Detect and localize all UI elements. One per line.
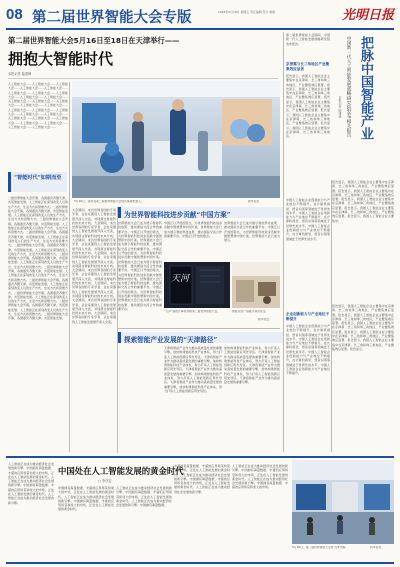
right-subhead-2: 企业创新能力与产业地位不断提升 (286, 312, 330, 321)
col-divider-4 (331, 180, 332, 452)
section-title: 第二届世界智能大会专版 (32, 9, 192, 26)
bottom-body-col-1: 中国拥有海量数据、丰富的应用场景和庞大的市场，正处在人工智能发展的黄金时代。人工智能正在成为推动经济社会发展的新引擎。中国拥有海量数据、丰富的应用场景和庞大的市场，正处在人工智能发展的黄金时代。 (58, 486, 114, 512)
lead-subhead-box (8, 172, 67, 192)
lead-photo-caption: 5月16日，观众在第二届世界智能大会展区参观机器人。 (74, 200, 144, 203)
page-number: 08 (6, 6, 23, 23)
bottom-body-col-2: 人工智能正在成为推动经济社会发展的新引擎。中国拥有海量数据、丰富的应用场景和庞大的市场，正处在人工智能发展的黄金时代。人工智能正在成为推动经济社会发展的新引擎。中国拥有海量数据。 (116, 486, 172, 508)
middle-body-col-2: 中国正以开放的姿态，为世界智能科技进步贡献中国智慧和中国方案。世界智能大会已成为展示智能科技成果、推动国际交流合作的重要平台。中国正以开放的姿态。 (164, 221, 222, 238)
tianhe-photo-label: 天河 (171, 274, 190, 284)
middle-body-col-1: 世界智能大会已成为展示智能科技成果、推动国际交流合作的重要平台。中国正以开放的姿态，为世界智能科技进步贡献中国智慧和中国方案。世界智能大会已成为展示智能科技成果、推动国际交流合作的重要平台。中国正以开放的姿态，为世界智能科技进步贡献中国智慧和中国方案。世界智能大会已成为展示智能科技成果、推动国际交流合作的重要平台。中国正以开放的姿态，为世界智能科技进步贡献中国智慧和中国方案。世界智能大会已成为展示智能科技成果、推动国际交流合作的重要平台。中国正以开放的姿态，为世界智能科技进步贡献中国智慧和中国方案。世界智能大会已成为展示智能科技成果、推动国际交流合作的重要平台。 (118, 221, 162, 311)
bottom-photo-credit: 新华社发 (370, 546, 382, 549)
lead-kicker: 第二届世界智能大会5月16日至18日在天津举行—— (8, 36, 180, 45)
lead-photo-credit: 新华社发 (248, 200, 260, 203)
bottom-body-col-3: 中国拥有海量数据、丰富的应用场景和庞大的市场，正处在人工智能发展的黄金时代。人工智能正在成为推动经济社会发展的新引擎。中国拥有海量数据、丰富的应用场景和庞大的市场，正处在人工智能发展的黄金时代。人工智能正在成为推动经济社会发展的新引擎。 (174, 464, 230, 494)
right-subtitle: 中国新一代人工智能发展战略研究院发布相关报告 (346, 36, 351, 138)
tianhe-photo (164, 262, 230, 308)
smart-home-photo (232, 262, 280, 308)
date-line: 2018年5月18日 星期五 责任编辑 设计 制版 (218, 10, 276, 14)
tianhe-photo-caption: “天河”超级计算机亮相第二届世界智能大会。 (164, 310, 221, 313)
page-bottom-rule (6, 562, 394, 564)
lower-title: 探索智能产业发展的“天津路径” (124, 335, 218, 344)
lead-divider (8, 78, 278, 79)
bottom-section-rule (6, 456, 394, 458)
lead-body-col-1: 人工智能大会……人工智能大会……人工智能大会……人工智能大会……人工智能大会……人工智能大会……人工智能大会……人工智能大会……人工智能大会……人工智能大会……人工智能大会……人工智能大会……人工智能大会……人工智能大会……人工智能大会……人工智能大会……人工智能大会……人工智能大会……人工智能大会……人工智能大会……人工智能大会……人工智能大会……人工智能大会……人工智能大会……人工智能大会……人工智能大会……人工智能大会…… (8, 82, 68, 129)
middle-title-box (118, 207, 283, 218)
col-divider-1 (69, 82, 70, 452)
bottom-body-left: 人工智能正在成为推动经济社会发展的新引擎。中国拥有海量数据、丰富的应用场景和庞大的市场，正处在人工智能发展的黄金时代。人工智能正在成为推动经济社会发展的新引擎。中国拥有海量数据、丰富的应用场景和庞大的市场，正处在人工智能发展的黄金时代。人工智能正在成为推动经济社会发展的新引擎。 (8, 462, 54, 505)
lead-body-col-2: 大会期间，来自世界各国的专家学者、企业家围绕人工智能发展展开深入交流，共同探讨智能科技的未来方向。大会期间，来自世界各国的专家学者、企业家围绕人工智能发展展开深入交流，共同探讨智能科技的未来方向。大会期间，来自世界各国的专家学者、企业家围绕人工智能发展展开深入交流，共同探讨智能科技的未来方向。大会期间，来自世界各国的专家学者、企业家围绕人工智能发展展开深入交流，共同探讨智能科技的未来方向。大会期间，来自世界各国的专家学者、企业家围绕人工智能发展展开深入交流，共同探讨智能科技的未来方向。大会期间，来自世界各国的专家学者、企业家围绕人工智能发展展开深入交流，共同探讨智能科技的未来方向。大会期间，来自世界各国的专家学者、企业家围绕人工智能发展展开深入交流，共同探讨智能科技的未来方向。大会期间，来自世界各国的专家学者、企业家围绕人工智能发展展开深入交流。 (72, 208, 116, 324)
right-title: 把脉中国智能产业 (358, 36, 373, 140)
smart-home-photo-caption: 智能家居产品吸引观众驻足。 (232, 310, 269, 313)
bottom-photo (292, 460, 394, 544)
page-header (6, 5, 394, 27)
right-intro-text: 第二届世界智能大会期间，中国新一代人工智能发展战略研究院发布报告。 (286, 33, 330, 46)
lead-subhead: “智能时代”如期而至 (14, 175, 62, 181)
middle-photo-credit: 新华社发 (258, 318, 270, 321)
col-divider-2 (117, 207, 118, 453)
right-byline: 本报记者 陆建峰 (338, 96, 342, 118)
lead-photo (72, 81, 280, 198)
masthead-logo: 光明日报 (342, 8, 395, 23)
right-body-1: 报告显示，我国人工智能企业主要集中在京津冀、长三角和珠三角地区，产业聚集效应显著。报告显示，我国人工智能企业主要集中在京津冀、长三角和珠三角地区，产业聚集效应显著。报告显示，我国人工智能企业主要集中在京津冀、长三角和珠三角地区，产业聚集效应显著。报告显示，我国人工智能企业主要集中在京津冀、长三角和珠三角地区，产业聚集效应显著。报告显示，我国人工智能企业主要集中在京津冀、长三角和珠三角地区。 (286, 74, 330, 139)
bottom-byline: □ 李彦宏 (98, 479, 112, 483)
lower-title-box (118, 332, 283, 343)
lower-body-col-1: 天津将智能产业作为推动高质量发展的重要引擎，加快构建智能科技产业体系，努力打造人工智能创新应用先导区。天津将智能产业作为推动高质量发展的重要引擎，加快构建智能科技产业体系，努力打造人工智能创新应用先导区。天津将智能产业作为推动高质量发展的重要引擎，加快构建智能科技产业体系，努力打造人工智能创新应用先导区。天津将智能产业作为推动高质量发展的重要引擎，加快构建智能科技产业体系，努力打造人工智能创新应用先导区。 (164, 346, 222, 393)
right-body-5: 报告显示，我国人工智能企业主要集中在京津冀、长三角和珠三角地区，产业聚集效应显著。报告显示，我国人工智能企业主要集中在京津冀、长三角和珠三角地区，产业聚集效应显著。报告显示，我国人工智能企业主要集中在京津冀、长三角和珠三角地区，产业聚集效应显著。报告显示，我国人工智能企业主要集中在京津冀、长三角和珠三角地区，产业聚集效应显著。报告显示，我国人工智能企业主要集中在京津冀、长三角和珠三角地区，产业聚集效应显著。报告显示。 (332, 304, 394, 351)
right-subhead-1: 京津冀与长三角地区产业聚集效应显著 (286, 62, 330, 71)
bottom-body-col-4: 人工智能正在成为推动经济社会发展的新引擎。中国拥有海量数据、丰富的应用场景和庞大的市场，正处在人工智能发展的黄金时代。人工智能正在成为推动经济社会发展的新引擎。中国拥有海量数据、丰富的应用场景和庞大的市场。 (232, 464, 288, 490)
header-rule (6, 28, 394, 30)
lead-body-col-1b: 二届世界智能大会开幕，各国嘉宾齐聚天津，共话智能发展。人工智能正在深刻改变人们的生产方式、生活方式和思维方式。二届世界智能大会开幕，各国嘉宾齐聚天津，共话智能发展。人工智能正在深刻改变人们的生产方式、生活方式和思维方式。二届世界智能大会开幕，各国嘉宾齐聚天津，共话智能发展。人工智能正在深刻改变人们的生产方式、生活方式和思维方式。二届世界智能大会开幕，各国嘉宾齐聚天津，共话智能发展。人工智能正在深刻改变人们的生产方式、生活方式和思维方式。二届世界智能大会开幕，各国嘉宾齐聚天津，共话智能发展。人工智能正在深刻改变人们的生产方式、生活方式和思维方式。二届世界智能大会开幕，各国嘉宾齐聚天津，共话智能发展。人工智能正在深刻改变人们的生产方式、生活方式和思维方式。二届世界智能大会开幕，各国嘉宾齐聚天津，共话智能发展。人工智能正在深刻改变人们的生产方式、生活方式和思维方式。二届世界智能大会开幕，各国嘉宾齐聚天津，共话智能发展。人工智能正在深刻改变人们的生产方式、生活方式和思维方式。二届世界智能大会开幕，各国嘉宾齐聚天津，共话智能发展。人工智能正在深刻改变人们的生产方式、生活方式和思维方式。二届世界智能大会开幕，各国嘉宾齐聚天津，共话智能发展。人工智能正在深刻改变人们的生产方式、生活方式和思维方式。二届世界智能大会开幕，各国嘉宾齐聚天津，共话智能发展。 (8, 196, 68, 321)
middle-body-col-3: 世界智能大会已成为展示智能科技成果、推动国际交流合作的重要平台。中国正以开放的姿态，为世界智能科技进步贡献中国智慧和中国方案。世界智能大会已成为展示。 (224, 221, 280, 243)
middle-title: 为世界智能科技进步贡献“中国方案” (124, 210, 231, 219)
col-divider-3 (283, 32, 284, 452)
bottom-title: 中国处在人工智能发展的黄金时代 (58, 466, 184, 476)
bottom-photo-caption: 5月16日，第二届世界智能大会在天津开幕。 (292, 546, 348, 549)
lead-title: 拥抱大智能时代 (8, 50, 114, 68)
lower-top-rule (118, 328, 280, 329)
right-body-2: 报告显示，我国人工智能企业主要集中在京津冀、长三角和珠三角地区，产业聚集效应显著。报告显示，我国人工智能企业主要集中在京津冀、长三角和珠三角地区，产业聚集效应显著。报告显示，我国人工智能企业主要集中在京津冀、长三角和珠三角地区，产业聚集效应显著。报告显示，我国人工智能企业主要集中在京津冀、长三角和珠三角地区，产业聚集效应显著。报告显示，我国人工智能企业主要集中。 (332, 180, 394, 223)
right-body-4: 中国人工智能企业创新能力与产业地位不断提升，在计算机视觉、语音识别等领域处于世界先进水平。中国人工智能企业创新能力与产业地位不断提升，在计算机视觉、语音识别等领域处于世界先进水平。中国人工智能企业创新能力与产业地位不断提升，在计算机视觉、语音识别等领域处于世界先进水平。中国人工智能企业创新能力与产业地位不断提升。 (286, 324, 330, 376)
lead-byline: 本报记者 陆建峰 (8, 72, 32, 76)
right-body-3: 中国人工智能企业创新能力与产业地位不断提升，在计算机视觉、语音识别等领域处于世界先进水平。中国人工智能企业创新能力与产业地位不断提升，在计算机视觉、语音识别等领域处于世界先进水平。中国人工智能企业创新能力与产业地位不断提升，在计算机视觉、语音识别等领域处于世界先进水平。 (286, 198, 330, 241)
lower-body-col-2: 加快构建智能科技产业体系，努力打造人工智能创新应用先导区。天津将智能产业作为推动高质量发展的重要引擎，加快构建智能科技产业体系，努力打造人工智能创新应用先导区。天津将智能产业作为推动高质量发展的重要引擎，加快构建智能科技产业体系，努力打造人工智能创新应用先导区。天津将智能产业作为推动高质量发展的重要引擎。 (224, 346, 280, 385)
